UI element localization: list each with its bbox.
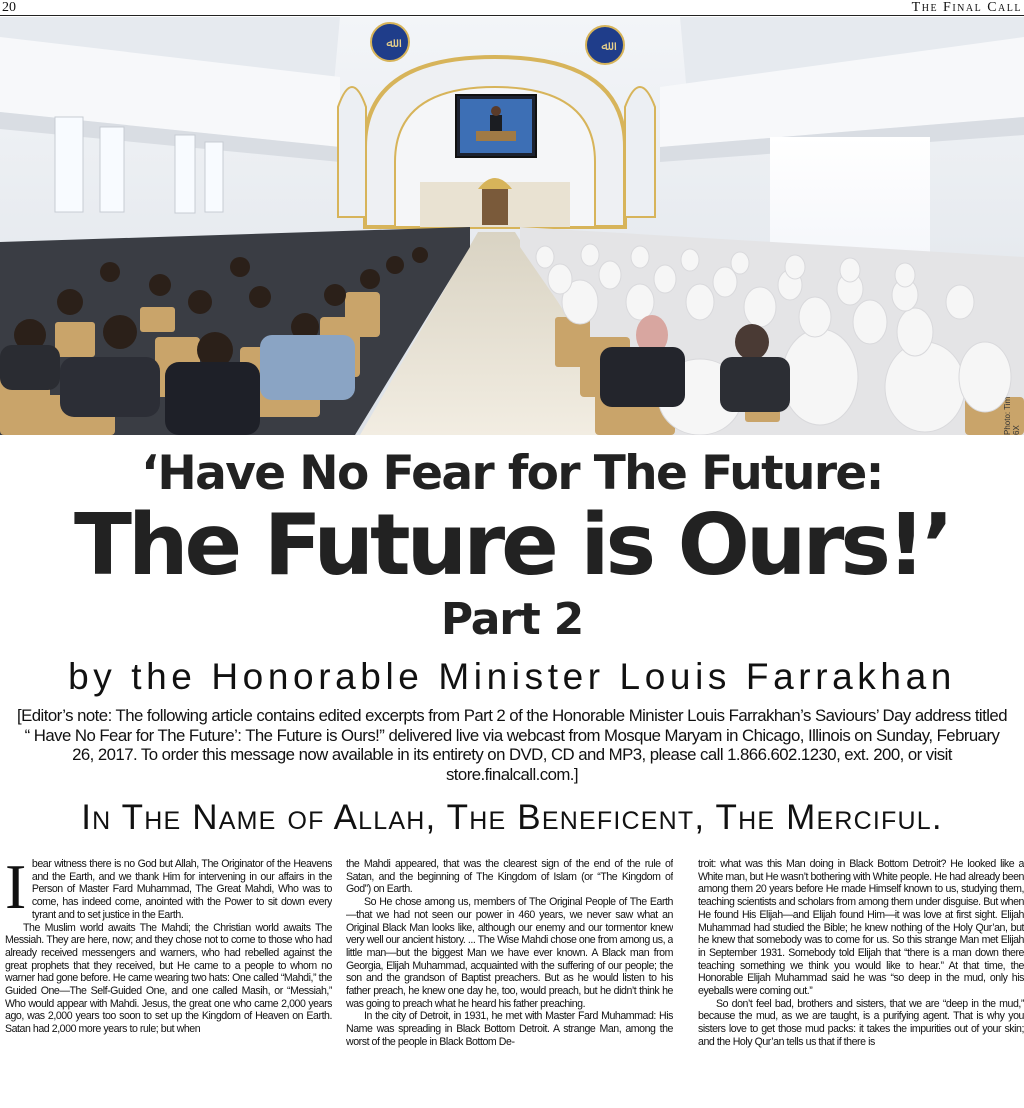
- article-column-3: [698, 858, 1024, 1108]
- hall-photo: [0, 17, 1024, 435]
- article-paragraph: The Muslim world awaits The Mahdi; the Christian world awaits The Messiah. They are here, now; and they chose not to come to those who had already received messengers and warners, who had rebelled against the great prophets that they received, but He came to a people to whom no warner had gone before. He came wearing two hats: One called “Mahdi,” the Guided One—The Self-Guided One, and one called Masih, or “Messiah,” Who would appear with Mahdi. Jesus, the great one who came 2,000 years ago, was 2,000 years too soon to set up the Kingdom of Heaven on Earth. Satan had 2,000 more years to rule; but when: [5, 921, 332, 1036]
- article-paragraph: In the city of Detroit, in 1931, he met with Master Fard Muhammad: His Name was spreading in Black Bottom Detroit. A strange Man, among the worst of the people in Black Bottom De-: [346, 1010, 673, 1048]
- article-column-2: [346, 858, 673, 1108]
- running-header: [0, 0, 1024, 16]
- article-paragraph: So He chose among us, members of The Original People of The Earth—that we had not seen our power in 460 years, we never saw what an Original Black Man looks like, although our enemy and our tormentor knew very well our ancient history. ... The Wise Mahdi chose one from among us, a little man—but the biggest Man we have ever known. A Black man from Georgia, Elijah Muhammad, acquainted with the suffering of our people; the son and the grandson of Baptist preachers. But as he would listen to his father preach, he knew one day he, too, would preach, but he didn’t think he was going to preach what he heard his father preaching.: [346, 896, 673, 1010]
- headline-part-label: Part 2: [440, 594, 584, 645]
- paragraph-text: bear witness there is no God but Allah, The Originator of the Heavens and the Earth, and we thank Him for intervening in our affairs in the Person of Master Fard Muhammad, The Great Mahdi, Who was to come, has indeed come, anointed with the Power to sit down every tyrant and to set justice in the Earth.: [31, 858, 332, 921]
- publication-name: The Final Call: [911, 0, 1022, 15]
- editor-note: [Editor’s note: The following article contains edited excerpts from Part 2 of the Honorable Minister Louis Farrakhan’s Saviours’ Day address titled “ Have No Fear for The Future’: The Future is Ours!” delivered live via webcast from Mosque Maryam in Chicago, Illinois on Sunday, February 26, 2017. To order this message now available in its entirety on DVD, CD and MP3, please call 1.866.602.1230, ext. 200, or visit store.finalcall.com.]: [17, 706, 1007, 784]
- photo-credit: Photo: Tim 6X: [1003, 396, 1021, 435]
- svg-text:ﷲ: ﷲ: [601, 39, 609, 54]
- article-body: [5, 858, 1024, 1108]
- article-paragraph: So don’t feel bad, brothers and sisters, that we are “deep in the mud,” because the mud, as we are taught, is a purifying agent. That is why you sisters love to get those mud packs: it takes the impurities out of your skin; and the Holy Qur’an tells us that if there is: [698, 997, 1024, 1048]
- headline-line-2: The Future is Ours!’: [73, 496, 951, 595]
- headline-line-1: ‘Have No Fear for The Future:: [141, 446, 883, 501]
- article-column-1: [5, 858, 332, 1108]
- drop-cap: I: [5, 858, 26, 922]
- page-number: 20: [2, 0, 16, 15]
- invocation: In The Name of Allah, The Beneficent, The Merciful.: [81, 798, 943, 837]
- svg-text:ﷲ: ﷲ: [386, 36, 394, 51]
- article-paragraph: [5, 858, 332, 922]
- article-paragraph: the Mahdi appeared, that was the clearest sign of the end of the rule of Satan, and the beginning of The Kingdom of Islam (or “The Kingdom of God”) on Earth.: [346, 858, 673, 896]
- article-paragraph: troit: what was this Man doing in Black Bottom Detroit? He looked like a White man, but He wasn’t bothering with White people. He had already been among them 20 years before He made Himself known to us, studying them, teaching scientists and scholars from among them under disguise. But when He found His Elijah—and Elijah found Him—it was love at first sight. Elijah Muhammad had studied the Bible; he knew nothing of the Holy Qur’an, but he knew that somebody was to come for us. So this strange Man met Elijah in September 1931. Somebody told Elijah that “there is a man down there teaching something we think you would like to hear.” At that time, the Honorable Elijah Muhammad said he was “so deep in the mud, only his eyeballs were coming out.”: [698, 858, 1024, 998]
- byline: by the Honorable Minister Louis Farrakhan: [68, 656, 956, 697]
